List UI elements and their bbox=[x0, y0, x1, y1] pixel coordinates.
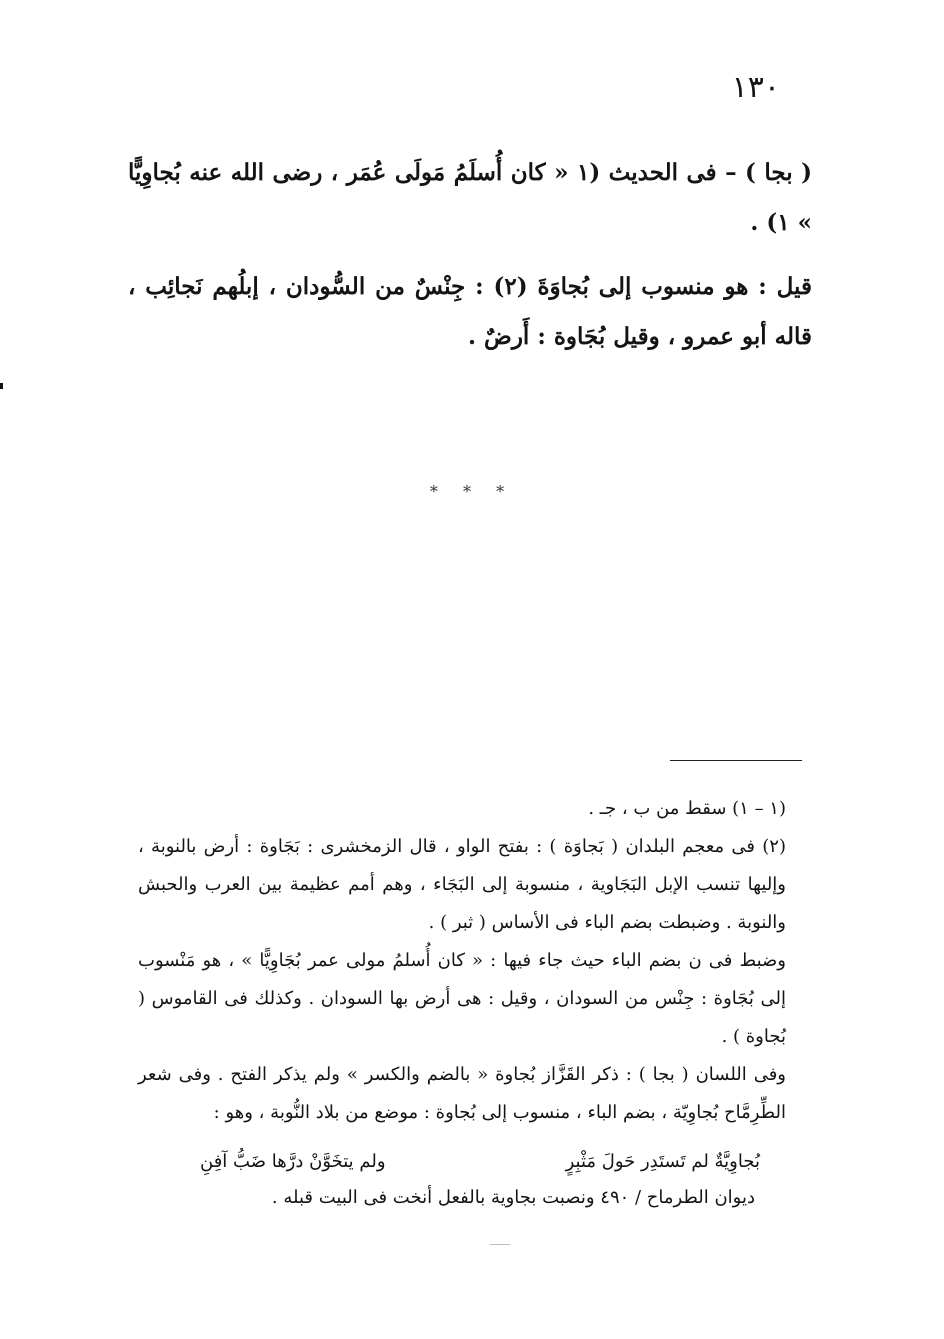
footnotes bbox=[138, 790, 808, 1132]
entry-paragraph-2 bbox=[128, 262, 812, 362]
entry-paragraph-1 bbox=[128, 148, 812, 248]
footnote-4: وفى اللسان ( بجا ) : ذكر القَزَّاز بُجاوة « بالضم والكسر » ولم يذكر الفتح . وفى شعر الطِّرِمَّاح بُجاوِيّة ، بضم الباء ، منسوب إلى بُجاوة : موضع من بلاد النُّوبة ، وهو : bbox=[138, 1064, 786, 1123]
section-separator: * * * bbox=[429, 482, 515, 501]
page-number: ١٣٠ bbox=[731, 70, 780, 105]
entry-text-1: ( بجا ) – فى الحديث (١ « كان أُسلَمُ مَولَى عُمَر ، رضى الله عنه بُجاوِيًّا » ١) . bbox=[128, 159, 813, 236]
poem-verse bbox=[200, 1144, 760, 1180]
verse-hemistich-2: ولم يتخَوَّنْ درَّها ضَبُّ آفِنِ bbox=[200, 1151, 386, 1172]
footnote-2: (٢) فى معجم البلدان ( بَجاوَة ) : بفتح الواو ، قال الزمخشرى : بَجَاوة : أرض بالنوبة ، وإليها تنسب الإبل البَجَاوية ، منسوبة إلى البَجَاء ، وهم أمم عظيمة بين العرب والحبش والنوبة . وضبطت بضم الباء فى الأساس ( ثبر ) . bbox=[138, 836, 786, 933]
scan-mark bbox=[0, 383, 3, 389]
entry-text-2: قيل : هو منسوب إلى بُجاوَةَ (٢) : جِنْسٌ من السُّودان ، إبلُهم نَجائِب ، قاله أبو عمرو ، وقيل بُجَاوة : أَرضٌ . bbox=[128, 273, 812, 350]
footnote-3: وضبط فى ن بضم الباء حيث جاء فيها : « كان أُسلمُ مولى عمر بُجَاوِيًّا » ، هو مَنْسوب إلى بُجَاوة : جِنْس من السودان ، وقيل : هى أرض بها السودان . وكذلك فى القاموس ( بُجاوة ) . bbox=[138, 950, 786, 1047]
bottom-mark bbox=[490, 1244, 510, 1245]
verse-hemistich-1: بُجاوِيَّةٌ لم تَستَدِر حَولَ مَثْبِرٍ bbox=[565, 1151, 760, 1172]
footnote-1: (١ – ١) سقط من ب ، جـ . bbox=[588, 798, 786, 819]
verse-source-note: ديوان الطرماح / ٤٩٠ ونصبت بجاوية بالفعل أنخت فى البيت قبله . bbox=[271, 1187, 755, 1208]
footnote-rule bbox=[670, 760, 802, 761]
